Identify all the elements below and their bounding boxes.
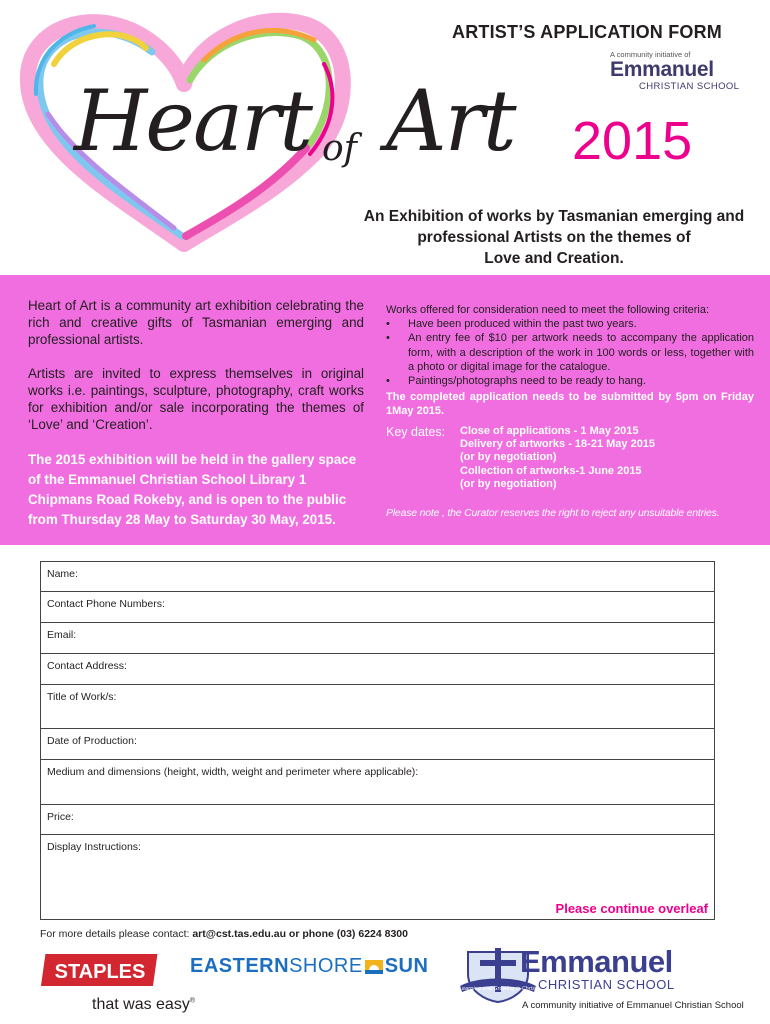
logo-art: Art [386,72,515,170]
tagline-line: Love and Creation. [484,250,624,267]
criteria-heading: Works offered for consideration need to meet the following criteria: [386,304,710,316]
sun-icon [365,960,383,974]
key-date-item: Close of applications - 1 May 2015 [460,424,639,437]
intro-paragraph: Artists are invited to express themselves in original works i.e. paintings, sculpture, photography, craft works for exhibition and/or sale incorporating the themes of ‘Love’ and ‘Creation’. [28,366,364,432]
info-band [0,275,770,545]
exhibition-year: 2015 [572,111,693,171]
field-label: Price: [47,811,74,823]
address-field[interactable] [41,654,714,685]
contact-line [40,928,408,940]
field-label: Name: [47,568,78,580]
contact-details: art@cst.tas.edu.au or phone (03) 6224 8300 [192,928,408,940]
logo-heart: Heart [74,72,311,170]
key-dates-label: Key dates: [386,424,446,439]
display-instructions-field[interactable] [41,835,714,920]
criteria-item: • Paintings/photographs need to be ready to hang. [386,374,754,388]
key-date-item: (or by negotiation) [460,478,557,491]
logo-of: of [322,128,357,169]
exhibition-details: The 2015 exhibition will be held in the gallery space of the Emmanuel Christian School Library 1 Chipmans Road Rokeby, and is open to the public from Thursday 28 May to Saturday 30 May, 2015. [28,452,357,527]
name-field[interactable] [41,562,714,592]
criteria-item: • Have been produced within the past two years. [386,317,754,331]
esun-word: EASTERN [190,955,290,977]
field-label: Title of Work/s: [47,691,117,703]
title-of-work-field[interactable] [41,685,714,729]
criteria-column [386,303,754,520]
eastern-shore-sun-logo [190,955,428,978]
intro-column [28,297,364,547]
price-field[interactable] [41,805,714,835]
school-sub-footer: CHRISTIAN SCHOOL [538,977,675,992]
field-label: Email: [47,629,77,641]
phone-field[interactable] [41,592,714,623]
tagline-line: professional Artists on the themes of [417,229,691,246]
email-field[interactable] [41,623,714,654]
staples-logo [40,950,158,990]
staples-tagline: that was easy® [92,996,195,1013]
key-date-item: (or by negotiation) [460,451,557,464]
school-name-footer: Emmanuel [520,944,673,979]
tagline [348,206,760,269]
field-label: Date of Production: [47,735,137,747]
key-date-item: Delivery of artworks - 18-21 May 2015 [460,438,656,451]
staples-logo-text: STAPLES [54,961,146,983]
field-label: Display Instructions: [47,841,141,853]
submit-deadline: The completed application needs to be submitted by 5pm on Friday 1May 2015. [386,391,754,418]
field-label: Contact Address: [47,660,127,672]
criteria-list [386,317,754,388]
initiative-text: A community initiative of [610,50,691,59]
key-dates-list [460,425,655,492]
application-form [40,561,715,920]
key-date-item: Collection of artworks-1 June 2015 [460,464,642,477]
school-logo-name: Emmanuel [610,58,714,81]
curator-note: Please note , the Curator reserves the right to reject any unsuitable entries. [386,506,720,519]
contact-prefix: For more details please contact: [40,928,193,940]
continue-overleaf: Please continue overleaf [555,901,708,916]
shield-motto: Learning and Growing in Christ [459,986,537,992]
header [0,0,770,275]
form-title: ARTIST’S APPLICATION FORM [452,22,722,42]
esun-word: SHORE [289,955,363,977]
criteria-item: • An entry fee of $10 per artwork needs to accompany the application form, with a description of the work in 100 words or less, together with a photo or digital image for the catalogue. [386,331,754,374]
key-dates [386,425,754,492]
tagline-line: An Exhibition of works by Tasmanian emerging and [363,208,745,225]
school-logo-sub: CHRISTIAN SCHOOL [639,81,740,92]
staples-tagline-text: that was easy [92,996,190,1013]
esun-word: SUN [384,955,429,977]
initiative-footer: A community initiative of Emmanuel Christian School [522,1000,744,1011]
field-label: Medium and dimensions (height, width, weight and perimeter where applicable): [47,766,419,778]
date-of-production-field[interactable] [41,729,714,760]
medium-dimensions-field[interactable] [41,760,714,805]
field-label: Contact Phone Numbers: [47,598,165,610]
intro-paragraph: Heart of Art is a community art exhibition celebrating the rich and creative gifts of Tasmanian emerging and professional artists. [28,298,364,347]
